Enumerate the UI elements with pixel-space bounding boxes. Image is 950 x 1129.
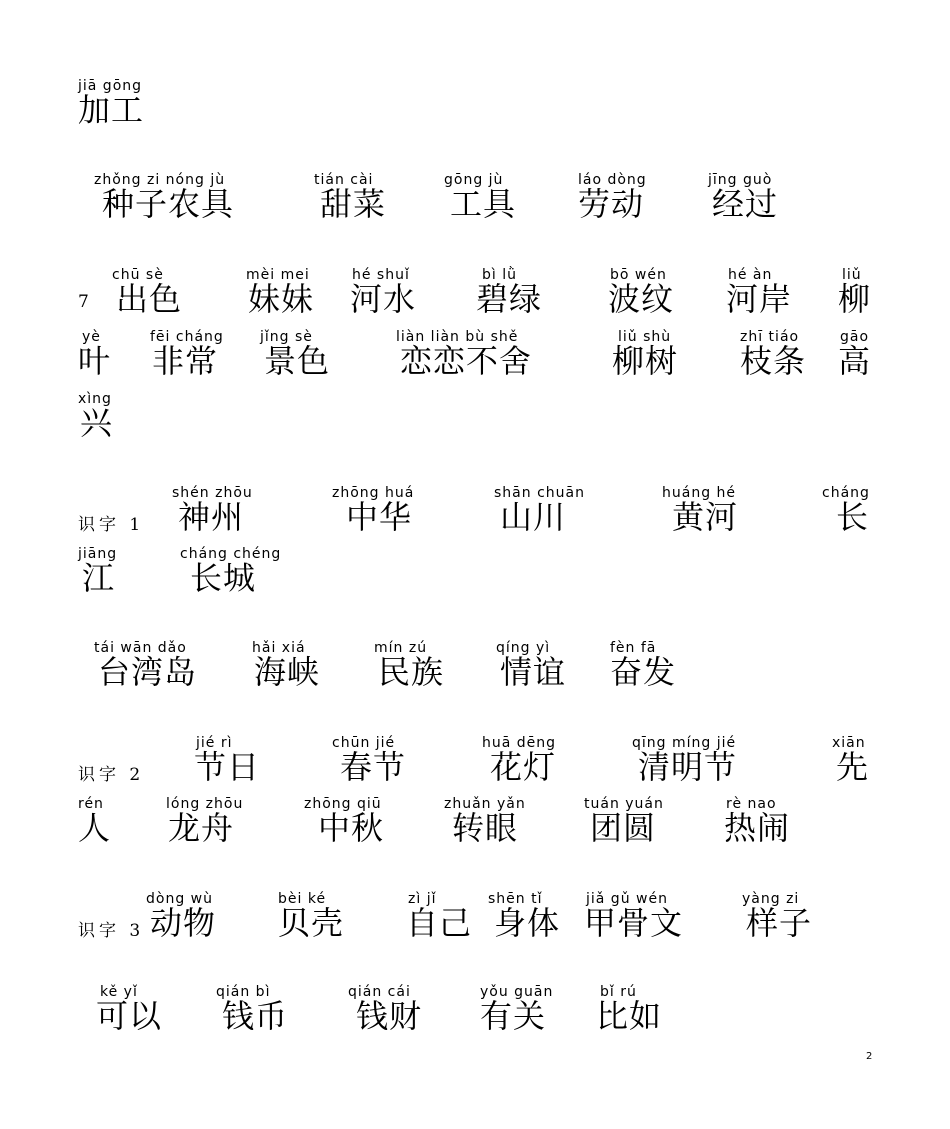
hanzi-word: 春节 (340, 748, 407, 786)
pinyin: kě yǐ (100, 984, 138, 1000)
hanzi-word: 波纹 (608, 280, 675, 318)
lesson-number-label: 7 (78, 292, 93, 312)
hanzi-word: 柳树 (612, 342, 679, 380)
vocab-line (0, 984, 950, 1044)
pinyin: bì lǜ (482, 267, 517, 283)
hanzi-word: 甲骨文 (584, 904, 684, 942)
hanzi-word: 兴 (80, 404, 114, 442)
hanzi-word: 台湾岛 (98, 653, 198, 691)
hanzi-word: 比如 (596, 997, 663, 1035)
pinyin: hǎi xiá (252, 640, 306, 656)
pinyin: huā dēng (482, 735, 557, 751)
hanzi-word: 黄河 (672, 498, 739, 536)
pinyin: yè (82, 329, 101, 345)
pinyin: bèi ké (278, 891, 327, 907)
pinyin: tián cài (314, 172, 374, 188)
pinyin: hé àn (728, 267, 773, 283)
hanzi-word: 龙舟 (168, 809, 235, 847)
hanzi-word: 加工 (78, 91, 145, 129)
pinyin: zì jǐ (408, 891, 437, 907)
hanzi-word: 高 (838, 342, 872, 380)
hanzi-word: 钱财 (356, 997, 423, 1035)
pinyin: lóng zhōu (166, 796, 244, 812)
hanzi-word: 人 (78, 809, 112, 847)
hanzi-word: 恋恋不舍 (400, 342, 533, 380)
hanzi-word: 长城 (190, 559, 257, 597)
pinyin: chūn jié (332, 735, 396, 751)
pinyin: mèi mei (246, 267, 310, 283)
pinyin: zhōng qiū (304, 796, 382, 812)
lesson-label: 识字 1 (78, 515, 145, 535)
pinyin: shén zhōu (172, 485, 253, 501)
pinyin: xìng (78, 391, 112, 407)
pinyin: fēi cháng (150, 329, 224, 345)
pinyin: yǒu guān (480, 984, 554, 1000)
pinyin: shān chuān (494, 485, 585, 501)
pinyin: rén (78, 796, 104, 812)
hanzi-word: 清明节 (638, 748, 738, 786)
vocab-line (0, 640, 950, 700)
hanzi-word: 中秋 (318, 809, 385, 847)
pinyin: liàn liàn bù shě (396, 329, 519, 345)
pinyin: zhuǎn yǎn (444, 796, 526, 812)
pinyin: liǔ shù (618, 329, 672, 345)
hanzi-word: 样子 (746, 904, 813, 942)
page-number: 2 (866, 1051, 873, 1062)
pinyin: jiā gōng (78, 78, 143, 94)
hanzi-word: 长 (836, 498, 870, 536)
hanzi-word: 先 (836, 748, 870, 786)
hanzi-word: 动物 (150, 904, 217, 942)
hanzi-word: 江 (82, 559, 116, 597)
vocab-line (0, 546, 950, 606)
pinyin: huáng hé (662, 485, 737, 501)
hanzi-word: 花灯 (490, 748, 557, 786)
pinyin: chū sè (112, 267, 164, 283)
hanzi-word: 中华 (346, 498, 413, 536)
hanzi-word: 奋发 (610, 653, 677, 691)
hanzi-word: 叶 (78, 342, 112, 380)
pinyin: qíng yì (496, 640, 551, 656)
hanzi-word: 神州 (178, 498, 245, 536)
pinyin: gōng jù (444, 172, 504, 188)
hanzi-word: 团圆 (590, 809, 657, 847)
pinyin: jiāng (78, 546, 118, 562)
pinyin: cháng chéng (180, 546, 282, 562)
pinyin: jǐng sè (260, 329, 313, 345)
pinyin: zhī tiáo (740, 329, 800, 345)
hanzi-word: 民族 (378, 653, 445, 691)
hanzi-word: 情谊 (500, 653, 567, 691)
pinyin: jié rì (196, 735, 233, 751)
vocab-line (0, 329, 950, 389)
lesson-label: 识字 2 (78, 765, 145, 785)
lesson-label: 识字 3 (78, 921, 145, 941)
pinyin: bǐ rú (600, 984, 637, 1000)
vocab-line (0, 267, 950, 327)
hanzi-word: 钱币 (222, 997, 289, 1035)
pinyin: dòng wù (146, 891, 213, 907)
pinyin: zhōng huá (332, 485, 415, 501)
hanzi-word: 经过 (712, 185, 779, 223)
pinyin: hé shuǐ (352, 267, 410, 283)
hanzi-word: 河水 (350, 280, 417, 318)
hanzi-word: 妹妹 (248, 280, 315, 318)
pinyin: jīng guò (708, 172, 773, 188)
hanzi-word: 枝条 (740, 342, 807, 380)
vocab-line (0, 796, 950, 856)
hanzi-word: 柳 (838, 280, 872, 318)
hanzi-word: 种子农具 (102, 185, 235, 223)
pinyin: qīng míng jié (632, 735, 737, 751)
hanzi-word: 河岸 (726, 280, 793, 318)
pinyin: tuán yuán (584, 796, 664, 812)
pinyin: yàng zi (742, 891, 800, 907)
hanzi-word: 工具 (450, 185, 517, 223)
hanzi-word: 甜菜 (320, 185, 387, 223)
pinyin: liǔ (842, 267, 862, 283)
hanzi-word: 有关 (480, 997, 547, 1035)
pinyin: qián cái (348, 984, 411, 1000)
hanzi-word: 劳动 (578, 185, 645, 223)
vocab-line (0, 78, 950, 138)
hanzi-word: 山川 (500, 498, 567, 536)
pinyin: cháng (822, 485, 870, 501)
hanzi-word: 自己 (406, 904, 473, 942)
hanzi-word: 海峡 (254, 653, 321, 691)
hanzi-word: 可以 (96, 997, 163, 1035)
pinyin: qián bì (216, 984, 271, 1000)
pinyin: gāo (840, 329, 870, 345)
pinyin: tái wān dǎo (94, 640, 187, 656)
vocab-line (0, 172, 950, 232)
pinyin: jiǎ gǔ wén (586, 891, 668, 907)
pinyin: rè nao (726, 796, 777, 812)
pinyin: shēn tǐ (488, 891, 543, 907)
hanzi-word: 节日 (194, 748, 261, 786)
pinyin: mín zú (374, 640, 428, 656)
vocab-line (0, 391, 950, 451)
hanzi-word: 贝壳 (278, 904, 345, 942)
pinyin: bō wén (610, 267, 667, 283)
hanzi-word: 碧绿 (476, 280, 543, 318)
hanzi-word: 出色 (116, 280, 183, 318)
pinyin: fèn fā (610, 640, 657, 656)
pinyin: láo dòng (578, 172, 647, 188)
hanzi-word: 身体 (494, 904, 561, 942)
hanzi-word: 转眼 (452, 809, 519, 847)
hanzi-word: 热闹 (724, 809, 791, 847)
pinyin: xiān (832, 735, 866, 751)
hanzi-word: 非常 (152, 342, 219, 380)
hanzi-word: 景色 (264, 342, 331, 380)
pinyin: zhǒng zi nóng jù (94, 172, 226, 188)
